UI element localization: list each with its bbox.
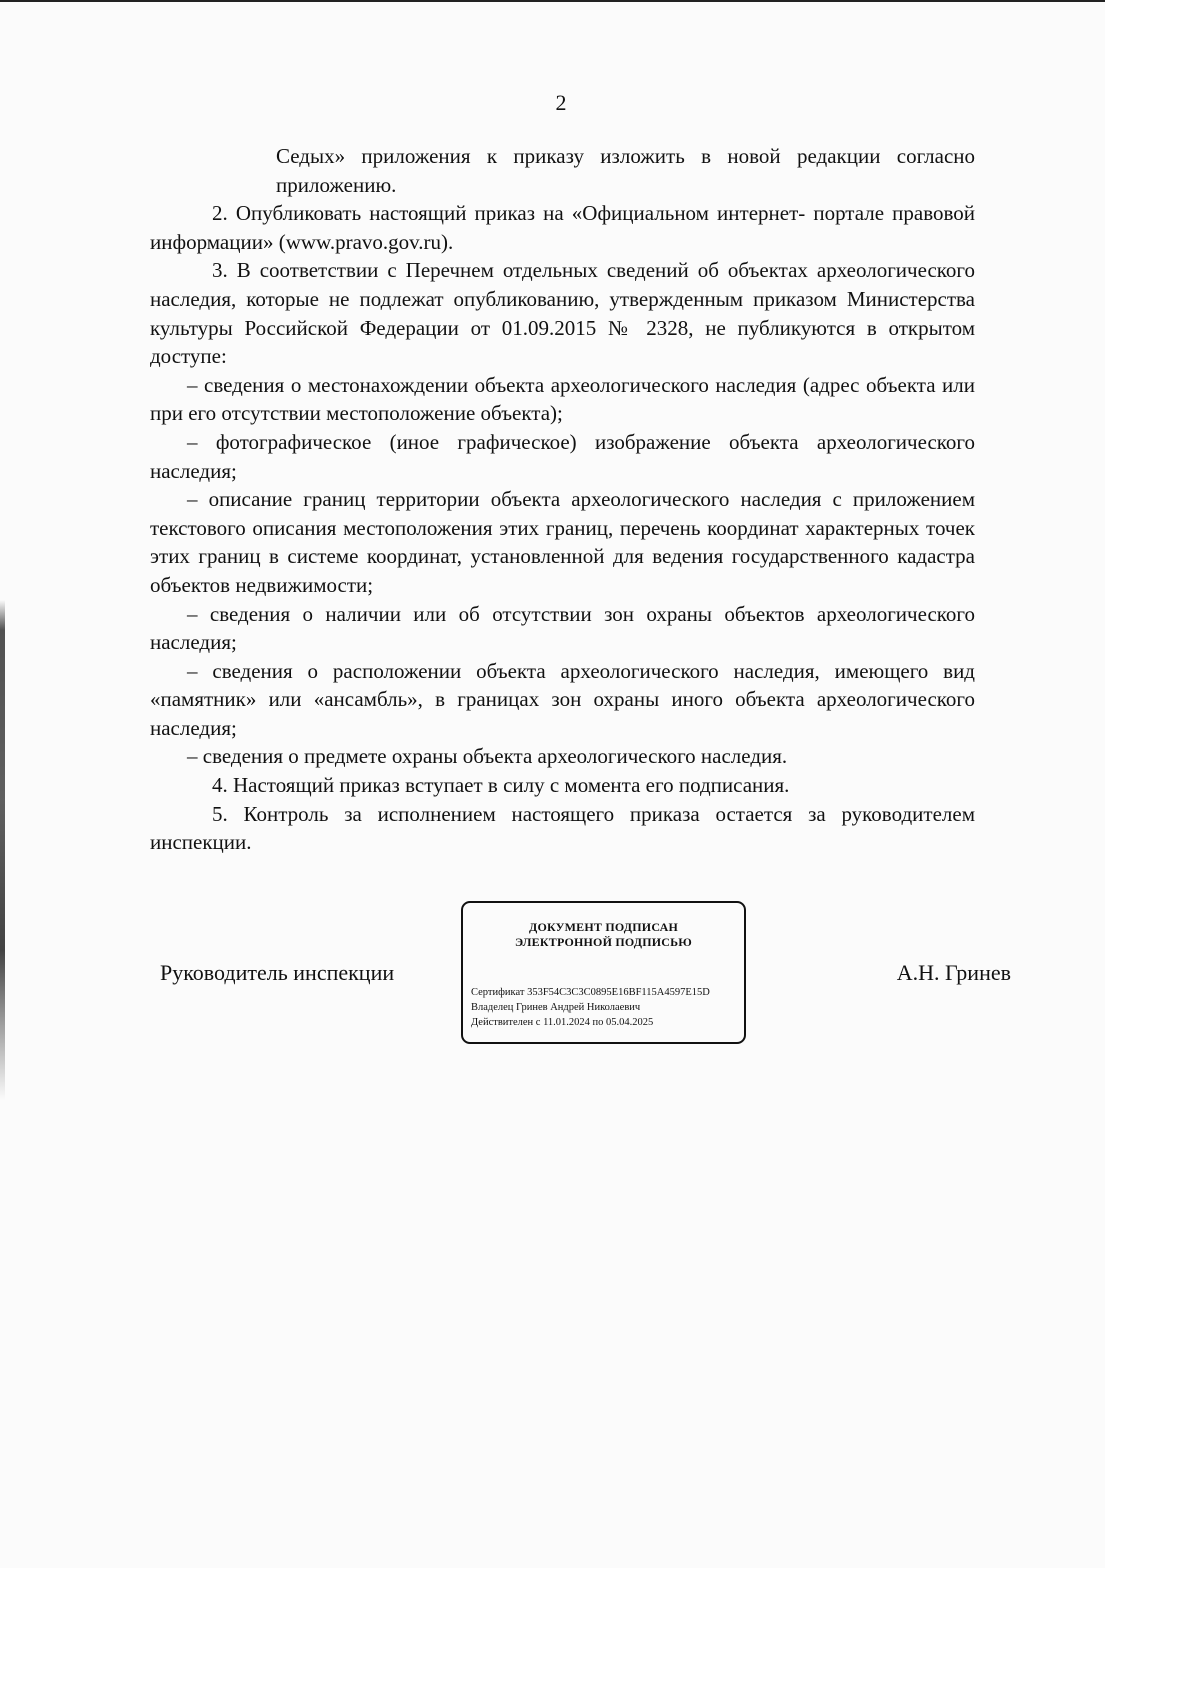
list-item-monument-location: – сведения о расположении объекта археологического наследия, имеющего вид «памятник» или «ансамбль», в границах зон охраны иного объекта археологического наследия; xyxy=(150,658,975,740)
stamp-title xyxy=(463,920,744,950)
paragraph-item-4: 4. Настоящий приказ вступает в силу с момента его подписания. xyxy=(212,773,790,798)
paragraph-item-5: 5. Контроль за исполнением настоящего приказа остается за руководителем инспекции. xyxy=(150,801,975,855)
electronic-signature-stamp xyxy=(461,901,746,1044)
stamp-title-line-1: ДОКУМЕНТ ПОДПИСАН xyxy=(529,920,678,934)
stamp-owner: Владелец Гринев Андрей Николаевич xyxy=(471,1002,641,1013)
paragraph-item-3: 3. В соответствии с Перечнем отдельных сведений об объектах археологического наследия, которые не подлежат опубликованию, утвержденным приказом Министерства культуры Российской Федерации от 01.09.2015 № 2328, не публикуются в открытом доступе: xyxy=(150,258,975,369)
paragraph-continuation: Седых» приложения к приказу изложить в новой редакции согласно приложению. xyxy=(276,144,975,197)
page-number: 2 xyxy=(555,90,567,115)
scan-left-edge-artifact xyxy=(0,600,5,1100)
signer-name: А.Н. Гринев xyxy=(896,960,1011,985)
list-item-boundaries: – описание границ территории объекта археологического наследия с приложением текстового описания местоположения этих границ, перечень координат характерных точек этих границ в системе координат, установленной для ведения государственного кадастра объектов недвижимости; xyxy=(150,487,975,597)
stamp-details xyxy=(471,985,740,1030)
paragraph-item-2: 2. Опубликовать настоящий приказ на «Официальном интернет- портале правовой информации» (www.pravo.gov.ru). xyxy=(150,201,975,254)
stamp-title-line-2: ЭЛЕКТРОННОЙ ПОДПИСЬЮ xyxy=(514,935,693,949)
stamp-validity: Действителен с 11.01.2024 по 05.04.2025 xyxy=(471,1017,654,1028)
list-item-protection-subject: – сведения о предмете охраны объекта археологического наследия. xyxy=(187,744,788,769)
stamp-certificate: Сертификат 353F54C3C3C0895E16BF115A4597E15D xyxy=(471,987,710,998)
list-item-protection-zones: – сведения о наличии или об отсутствии зон охраны объектов археологического наследия; xyxy=(150,601,975,655)
scan-top-border xyxy=(0,0,1105,2)
list-item-location: – сведения о местонахождении объекта археологического наследия (адрес объекта или при его отсутствии местоположение объекта); xyxy=(150,372,975,426)
document-body xyxy=(150,142,975,857)
signer-position: Руководитель инспекции xyxy=(160,960,395,985)
list-item-photo: – фотографическое (иное графическое) изображение объекта археологического наследия; xyxy=(150,429,975,483)
